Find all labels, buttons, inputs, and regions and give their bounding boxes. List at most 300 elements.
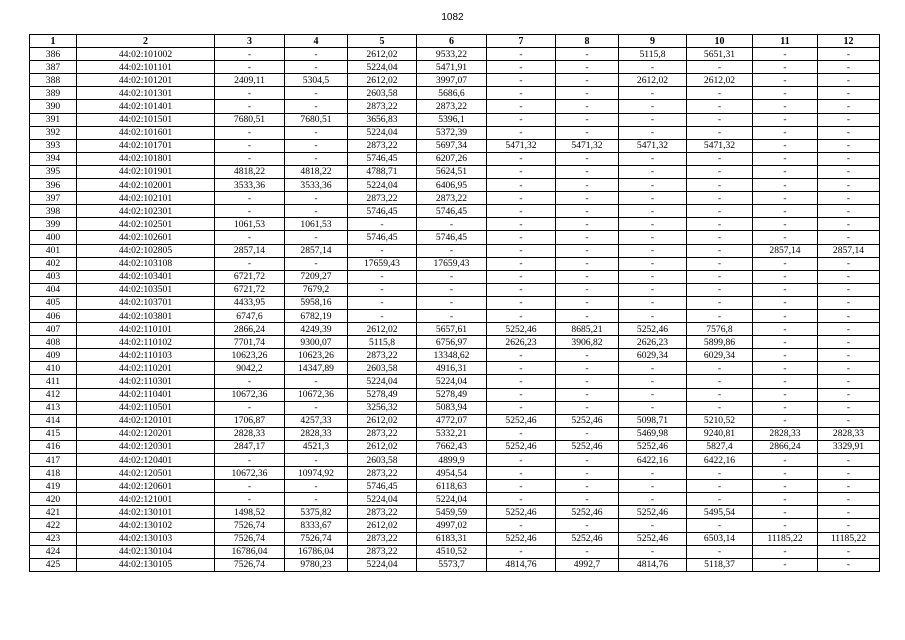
table-cell: 6503,14 [687, 532, 753, 545]
table-row [30, 139, 880, 152]
table-cell: - [215, 231, 285, 244]
table-cell: 44:02:120601 [77, 480, 215, 493]
table-cell: - [687, 480, 753, 493]
table-row [30, 231, 880, 244]
table-cell: 399 [30, 218, 77, 231]
table-cell: - [215, 87, 285, 100]
table-cell: 2612,02 [348, 48, 417, 61]
table-cell: 5332,21 [417, 427, 487, 440]
column-header: 4 [285, 35, 348, 48]
table-cell: - [753, 401, 818, 414]
table-cell: 2828,33 [753, 427, 818, 440]
table-cell: 4818,22 [215, 165, 285, 178]
table-cell: - [487, 165, 556, 178]
table-cell: 11185,22 [753, 532, 818, 545]
table-cell: 5252,46 [619, 532, 687, 545]
table-cell: - [619, 257, 687, 270]
table-cell: - [753, 283, 818, 296]
table-cell: - [753, 270, 818, 283]
table-cell: 5252,46 [619, 323, 687, 336]
table-cell: - [619, 283, 687, 296]
table-cell: - [487, 454, 556, 467]
table-cell: - [285, 100, 348, 113]
table-cell: - [556, 113, 619, 126]
table-cell: 9240,81 [687, 427, 753, 440]
table-cell: - [818, 545, 880, 558]
table-row [30, 493, 880, 506]
table-cell: - [215, 493, 285, 506]
table-cell: 422 [30, 519, 77, 532]
table-cell: - [687, 401, 753, 414]
table-cell: 6422,16 [687, 454, 753, 467]
table-cell: - [487, 205, 556, 218]
table-cell: - [285, 192, 348, 205]
table-cell: 2612,02 [348, 323, 417, 336]
table-cell: - [818, 61, 880, 74]
table-cell: 2873,22 [348, 427, 417, 440]
table-cell: 5224,04 [348, 126, 417, 139]
table-cell: 420 [30, 493, 77, 506]
table-cell: 2626,23 [619, 336, 687, 349]
table-cell: 44:02:121001 [77, 493, 215, 506]
table-cell: - [753, 375, 818, 388]
table-cell: - [285, 493, 348, 506]
table-cell: - [348, 218, 417, 231]
table-cell: 415 [30, 427, 77, 440]
table-cell: 398 [30, 205, 77, 218]
table-cell: 5115,8 [348, 336, 417, 349]
table-cell: - [753, 349, 818, 362]
table-cell: 5210,52 [687, 414, 753, 427]
table-cell: 395 [30, 165, 77, 178]
table-cell: 2612,02 [687, 74, 753, 87]
table-cell: 3329,91 [818, 440, 880, 453]
table-cell: 7680,51 [215, 113, 285, 126]
table-cell: - [487, 427, 556, 440]
table-cell: - [818, 218, 880, 231]
table-cell: - [687, 244, 753, 257]
table-cell: - [753, 323, 818, 336]
table-cell: 5224,04 [348, 558, 417, 571]
table-cell: 44:02:110102 [77, 336, 215, 349]
table-cell: - [619, 192, 687, 205]
table-cell: 7662,43 [417, 440, 487, 453]
table-cell: 2857,14 [753, 244, 818, 257]
table-cell: - [556, 152, 619, 165]
table-row [30, 61, 880, 74]
table-cell: 5278,49 [348, 388, 417, 401]
table-cell: - [687, 113, 753, 126]
table-cell: 7209,27 [285, 270, 348, 283]
table-cell: - [285, 480, 348, 493]
table-cell: 5471,32 [619, 139, 687, 152]
table-cell: 9300,07 [285, 336, 348, 349]
table-cell: - [818, 113, 880, 126]
table-cell: - [753, 179, 818, 192]
table-cell: - [687, 152, 753, 165]
table-cell: 2626,23 [487, 336, 556, 349]
table-cell: - [753, 467, 818, 480]
table-cell: 4818,22 [285, 165, 348, 178]
table-cell: 44:02:130103 [77, 532, 215, 545]
table-cell: 16786,04 [215, 545, 285, 558]
table-cell: - [487, 296, 556, 309]
table-cell: - [753, 126, 818, 139]
table-cell: - [556, 218, 619, 231]
table-cell: 6183,31 [417, 532, 487, 545]
table-cell: 16786,04 [285, 545, 348, 558]
table-cell: 6756,97 [417, 336, 487, 349]
table-cell: - [619, 218, 687, 231]
table-cell: - [487, 309, 556, 322]
table-row [30, 205, 880, 218]
table-row [30, 519, 880, 532]
table-cell: 5224,04 [417, 375, 487, 388]
table-row [30, 532, 880, 545]
table-cell: - [619, 493, 687, 506]
table-cell: - [687, 205, 753, 218]
table-cell: 1498,52 [215, 506, 285, 519]
table-cell: - [556, 61, 619, 74]
table-cell: 2612,02 [348, 519, 417, 532]
table-cell: 389 [30, 87, 77, 100]
table-cell: 4772,07 [417, 414, 487, 427]
table-cell: 6207,26 [417, 152, 487, 165]
table-cell: - [556, 48, 619, 61]
table-cell: - [285, 48, 348, 61]
table-cell: - [417, 270, 487, 283]
column-header: 6 [417, 35, 487, 48]
table-cell: 44:02:110401 [77, 388, 215, 401]
table-cell: - [687, 467, 753, 480]
table-cell: - [556, 296, 619, 309]
table-cell: 44:02:103108 [77, 257, 215, 270]
table-cell: - [818, 506, 880, 519]
table-cell: - [818, 454, 880, 467]
table-cell: - [556, 454, 619, 467]
table-cell: 4521,3 [285, 440, 348, 453]
table-cell: 2603,58 [348, 87, 417, 100]
table-cell: 5224,04 [417, 493, 487, 506]
table-cell: 44:02:101601 [77, 126, 215, 139]
table-cell: 2857,14 [215, 244, 285, 257]
table-cell: 44:02:101801 [77, 152, 215, 165]
column-header: 10 [687, 35, 753, 48]
table-cell: 404 [30, 283, 77, 296]
table-cell: - [487, 100, 556, 113]
table-cell: 5827,4 [687, 440, 753, 453]
table-cell: 5252,46 [487, 414, 556, 427]
table-cell: 403 [30, 270, 77, 283]
table-cell: - [619, 309, 687, 322]
table-cell: 5224,04 [348, 375, 417, 388]
table-cell: - [215, 48, 285, 61]
table-row [30, 427, 880, 440]
table-cell: - [753, 362, 818, 375]
table-cell: 7526,74 [215, 558, 285, 571]
table-cell: - [753, 480, 818, 493]
table-cell: 9042,2 [215, 362, 285, 375]
table-cell: 5495,54 [687, 506, 753, 519]
table-cell: - [556, 388, 619, 401]
table-cell: - [687, 375, 753, 388]
table-cell: - [753, 100, 818, 113]
table-cell: - [619, 388, 687, 401]
table-cell: - [619, 296, 687, 309]
table-cell: 5224,04 [348, 179, 417, 192]
table-cell: 5252,46 [487, 532, 556, 545]
table-cell: - [818, 270, 880, 283]
table-cell: - [619, 480, 687, 493]
table-cell: 44:02:101401 [77, 100, 215, 113]
table-cell: 401 [30, 244, 77, 257]
table-cell: - [753, 414, 818, 427]
table-cell: - [687, 87, 753, 100]
table-cell: 44:02:101201 [77, 74, 215, 87]
table-cell: 409 [30, 349, 77, 362]
table-cell: 44:02:102301 [77, 205, 215, 218]
table-cell: 3533,36 [285, 179, 348, 192]
table-cell: 44:02:101301 [77, 87, 215, 100]
column-header: 5 [348, 35, 417, 48]
table-cell: - [687, 309, 753, 322]
table-cell: 5697,34 [417, 139, 487, 152]
table-cell: - [556, 231, 619, 244]
table-cell: - [487, 244, 556, 257]
table-cell: - [285, 401, 348, 414]
table-cell: 6406,95 [417, 179, 487, 192]
table-cell: 44:02:101501 [77, 113, 215, 126]
table-cell: - [556, 375, 619, 388]
table-cell: 44:02:110101 [77, 323, 215, 336]
table-cell: - [417, 296, 487, 309]
table-cell: 5252,46 [487, 323, 556, 336]
table-cell: 44:02:103701 [77, 296, 215, 309]
table-cell: 44:02:120501 [77, 467, 215, 480]
table-cell: - [556, 467, 619, 480]
table-cell: - [556, 270, 619, 283]
table-cell: 4510,52 [417, 545, 487, 558]
table-cell: - [753, 165, 818, 178]
table-cell: 2603,58 [348, 362, 417, 375]
table-cell: 5252,46 [487, 506, 556, 519]
table-cell: 5471,91 [417, 61, 487, 74]
table-cell: 2612,02 [348, 414, 417, 427]
table-cell: 6029,34 [687, 349, 753, 362]
table-cell: - [619, 152, 687, 165]
table-cell: - [487, 375, 556, 388]
table-cell: 2873,22 [348, 192, 417, 205]
table-cell: - [687, 61, 753, 74]
table-cell: 6747,6 [215, 309, 285, 322]
table-cell: 2612,02 [348, 74, 417, 87]
table-cell: 2873,22 [348, 100, 417, 113]
table-cell: 406 [30, 309, 77, 322]
table-cell: 44:02:120301 [77, 440, 215, 453]
table-cell: - [215, 480, 285, 493]
table-cell: 4433,95 [215, 296, 285, 309]
table-cell: - [556, 427, 619, 440]
table-cell: - [285, 152, 348, 165]
table-cell: - [348, 244, 417, 257]
table-cell: 5624,51 [417, 165, 487, 178]
table-cell: - [818, 558, 880, 571]
table-row [30, 257, 880, 270]
table-cell: 44:02:102101 [77, 192, 215, 205]
table-cell: - [487, 218, 556, 231]
table-cell: - [818, 257, 880, 270]
table-cell: 2612,02 [348, 440, 417, 453]
table-cell: 44:02:120101 [77, 414, 215, 427]
table-cell: - [818, 126, 880, 139]
column-header: 12 [818, 35, 880, 48]
table-row [30, 440, 880, 453]
table-cell: 412 [30, 388, 77, 401]
table-cell: - [619, 244, 687, 257]
table-cell: 17659,43 [348, 257, 417, 270]
table-cell: 5115,8 [619, 48, 687, 61]
table-cell: - [619, 231, 687, 244]
table-cell: 394 [30, 152, 77, 165]
table-cell: - [818, 179, 880, 192]
table-row [30, 309, 880, 322]
table-cell: - [818, 165, 880, 178]
table-cell: 44:02:130105 [77, 558, 215, 571]
table-cell: - [285, 139, 348, 152]
table-cell: 417 [30, 454, 77, 467]
table-cell: 6029,34 [619, 349, 687, 362]
table-cell: - [556, 165, 619, 178]
table-cell: 5651,31 [687, 48, 753, 61]
table-cell: - [818, 362, 880, 375]
table-row [30, 192, 880, 205]
table-cell: - [687, 100, 753, 113]
table-row [30, 126, 880, 139]
table-cell: - [487, 126, 556, 139]
table-cell: - [215, 126, 285, 139]
table-cell: 2612,02 [619, 74, 687, 87]
table-cell: - [687, 296, 753, 309]
table-cell: 44:02:101901 [77, 165, 215, 178]
table-cell: - [215, 192, 285, 205]
table-cell: - [215, 401, 285, 414]
table-cell: 5396,1 [417, 113, 487, 126]
table-cell: - [818, 401, 880, 414]
table-cell: - [619, 113, 687, 126]
table-cell: 4814,76 [619, 558, 687, 571]
column-header: 3 [215, 35, 285, 48]
table-cell: - [753, 519, 818, 532]
table-cell: 4954,54 [417, 467, 487, 480]
table-row [30, 388, 880, 401]
table-cell: 423 [30, 532, 77, 545]
table-cell: - [285, 61, 348, 74]
table-cell: 386 [30, 48, 77, 61]
table-cell: - [215, 257, 285, 270]
table-cell: - [818, 74, 880, 87]
column-header: 11 [753, 35, 818, 48]
table-cell: 5899,86 [687, 336, 753, 349]
table-cell: 5224,04 [348, 61, 417, 74]
table-row [30, 113, 880, 126]
table-cell: - [619, 61, 687, 74]
table-cell: 4257,33 [285, 414, 348, 427]
table-cell: - [687, 192, 753, 205]
table-cell: - [753, 336, 818, 349]
table-cell: 5471,32 [487, 139, 556, 152]
table-cell: 2828,33 [818, 427, 880, 440]
table-cell: 4899,9 [417, 454, 487, 467]
table-cell: - [687, 231, 753, 244]
table-cell: 5375,82 [285, 506, 348, 519]
table-cell: 2873,22 [348, 506, 417, 519]
table-cell: 44:02:110201 [77, 362, 215, 375]
table-cell: 5304,5 [285, 74, 348, 87]
table-cell: 5746,45 [348, 480, 417, 493]
table-cell: - [619, 270, 687, 283]
table-cell: 414 [30, 414, 77, 427]
table-cell: - [753, 61, 818, 74]
table-cell: - [818, 283, 880, 296]
table-cell: 5252,46 [556, 440, 619, 453]
table-row [30, 375, 880, 388]
table-row [30, 414, 880, 427]
table-cell: 402 [30, 257, 77, 270]
table-row [30, 165, 880, 178]
table-cell: - [487, 152, 556, 165]
table-cell: - [487, 231, 556, 244]
table-cell: - [818, 493, 880, 506]
table-row [30, 323, 880, 336]
table-cell: 421 [30, 506, 77, 519]
table-cell: 4997,02 [417, 519, 487, 532]
table-row [30, 152, 880, 165]
table-cell: - [818, 519, 880, 532]
table-cell: 1061,53 [285, 218, 348, 231]
table-cell: 396 [30, 179, 77, 192]
table-cell: 2847,17 [215, 440, 285, 453]
table-cell: 7526,74 [215, 532, 285, 545]
table-cell: - [818, 231, 880, 244]
table-cell: 410 [30, 362, 77, 375]
table-cell: - [619, 205, 687, 218]
table-cell: - [753, 74, 818, 87]
table-cell: 424 [30, 545, 77, 558]
table-row [30, 74, 880, 87]
table-cell: - [687, 218, 753, 231]
table-cell: - [687, 270, 753, 283]
table-cell: - [556, 244, 619, 257]
table-cell: 400 [30, 231, 77, 244]
table-cell: 411 [30, 375, 77, 388]
table-cell: 44:02:110103 [77, 349, 215, 362]
table-cell: - [215, 375, 285, 388]
table-cell: - [753, 113, 818, 126]
table-cell: - [753, 87, 818, 100]
table-row [30, 545, 880, 558]
table-cell: - [487, 270, 556, 283]
table-cell: 7526,74 [215, 519, 285, 532]
table-cell: - [556, 126, 619, 139]
table-cell: 397 [30, 192, 77, 205]
table-cell: - [619, 362, 687, 375]
table-cell: 5224,04 [348, 493, 417, 506]
table-cell: - [619, 519, 687, 532]
table-cell: 2857,14 [285, 244, 348, 257]
table-cell: 5459,59 [417, 506, 487, 519]
table-cell: - [285, 375, 348, 388]
table-cell: 44:02:103801 [77, 309, 215, 322]
